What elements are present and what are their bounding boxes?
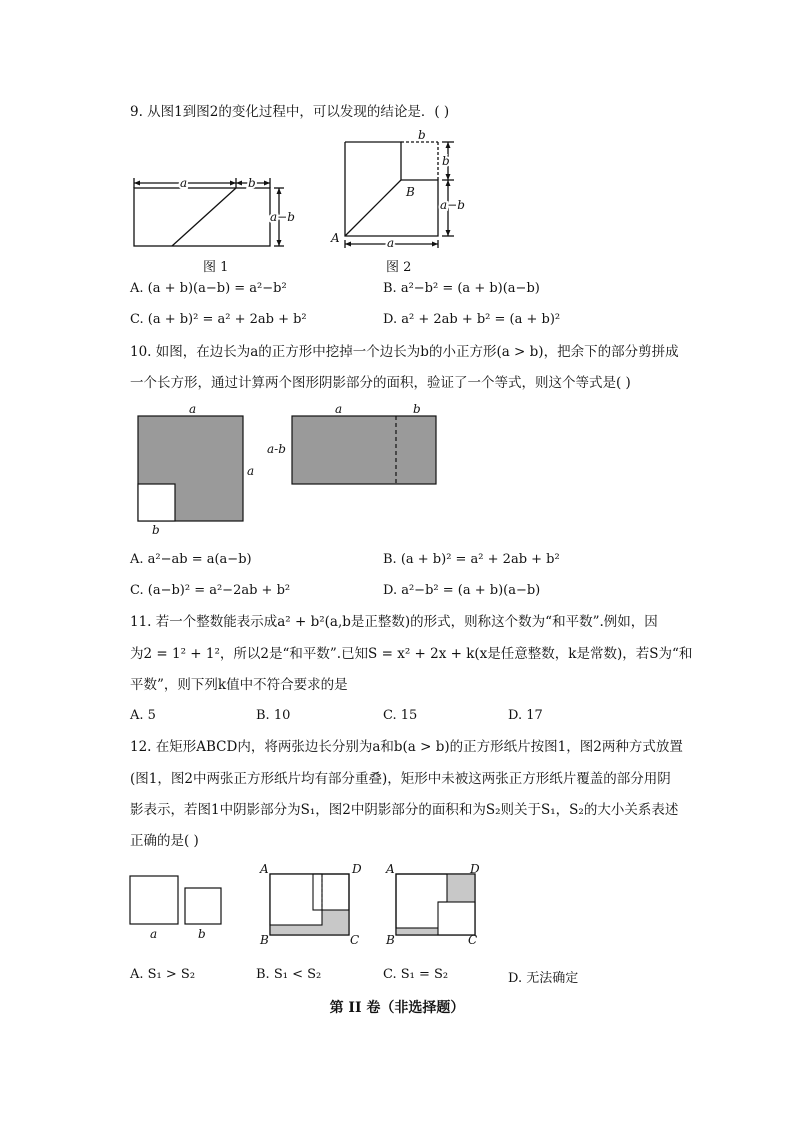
q9-fig2-label-a: a [387,236,395,250]
q11-stem-line-3: 平数”，则下列k值中不符合要求的是 [130,677,348,693]
q9-option-a[interactable]: A. (a + b)(a−b) = a²−b² [130,281,287,296]
q11-option-d[interactable]: D. 17 [508,708,543,723]
q9-option-d[interactable]: D. a² + 2ab + b² = (a + b)² [383,312,561,327]
q12-stem-line-1: 12. 在矩形ABCD内，将两张边长分别为a和b(a > b)的正方形纸片按图1，图2两种方式放置 [130,739,683,755]
q12-fig2-D: D [470,862,480,876]
q12-option-c[interactable]: C. S₁ = S₂ [383,967,449,982]
q10-right-label-top-b: b [413,402,421,416]
q9-stem: 9. 从图1到图2的变化过程中，可以发现的结论是．( ) [130,104,450,120]
q12-stem-line-2: (图1，图2中两张正方形纸片均有部分重叠)，矩形中未被这两张正方形纸片覆盖的部分用阴 [130,771,671,787]
q11-stem-line-2: 为2 = 1² + 1²，所以2是“和平数”.已知S = x² + 2x + k(x是任意整数，k是常数)，若S为“和 [130,646,693,662]
q11-option-c[interactable]: C. 15 [383,708,418,723]
q9-fig2-label-b-top: b [418,128,426,142]
q10-left-label-bottom-b: b [152,523,160,537]
q10-left-label-right-a: a [247,464,255,478]
q10-right-label-top-a: a [335,402,343,416]
q12-figure-2 [382,858,492,950]
q9-fig2-label-amb: a−b [440,198,465,212]
q9-option-b[interactable]: B. a²−b² = (a + b)(a−b) [383,281,540,296]
q11-option-a[interactable]: A. 5 [130,708,156,723]
q11-stem-line-1: 11. 若一个整数能表示成a² + b²(a,b是正整数)的形式，则称这个数为“和平数”.例如，因 [130,614,658,630]
q12-fig2-B: B [386,933,395,947]
q12-stem-line-4: 正确的是( ) [130,833,199,849]
q12-label-a: a [150,927,158,941]
q12-fig2-C: C [468,933,478,947]
q12-stem-line-3: 影表示，若图1中阴影部分为S₁，图2中阴影部分的面积和为S₂则关于S₁，S₂的大小关系表述 [130,802,679,818]
q10-option-a[interactable]: A. a²−ab = a(a−b) [130,552,252,567]
q9-fig2-point-B: B [406,185,415,199]
q10-figure-right [266,400,446,490]
q9-option-c[interactable]: C. (a + b)² = a² + 2ab + b² [130,312,307,327]
q10-left-label-top-a: a [189,402,197,416]
q12-figure-1 [256,858,366,950]
q9-fig1-caption: 图 1 [203,260,229,275]
q9-fig2-label-b-side: b [442,154,450,168]
q12-option-d[interactable]: D. 无法确定 [508,971,579,986]
q10-right-label-left-amb: a-b [267,442,286,456]
section-title: 第 II 卷（非选择题） [329,1000,465,1016]
q12-label-b: b [198,927,206,941]
q9-figure-2 [326,128,476,253]
q10-option-b[interactable]: B. (a + b)² = a² + 2ab + b² [383,552,560,567]
q12-fig1-C: C [350,933,360,947]
q12-figure-squares [128,872,228,942]
q12-option-b[interactable]: B. S₁ < S₂ [256,967,322,982]
q11-option-b[interactable]: B. 10 [256,708,291,723]
q10-option-c[interactable]: C. (a−b)² = a²−2ab + b² [130,583,291,598]
q9-fig2-point-A: A [331,231,340,245]
q9-fig1-label-amb: a−b [270,210,295,224]
q12-fig1-A: A [260,862,269,876]
q12-fig2-A: A [386,862,395,876]
q9-fig1-label-b: b [248,176,256,190]
q10-figure-left [130,400,260,540]
q12-fig1-D: D [352,862,362,876]
q10-stem-line-2: 一个长方形，通过计算两个图形阴影部分的面积，验证了一个等式，则这个等式是( ) [130,375,631,391]
q10-stem-line-1: 10. 如图，在边长为a的正方形中挖掉一个边长为b的小正方形(a > b)，把余下的部分剪拼成 [130,344,679,360]
q9-fig2-caption: 图 2 [386,260,412,275]
q12-fig1-B: B [260,933,269,947]
q10-option-d[interactable]: D. a²−b² = (a + b)(a−b) [383,583,541,598]
q12-option-a[interactable]: A. S₁ > S₂ [130,967,196,982]
q9-fig1-label-a: a [180,176,188,190]
